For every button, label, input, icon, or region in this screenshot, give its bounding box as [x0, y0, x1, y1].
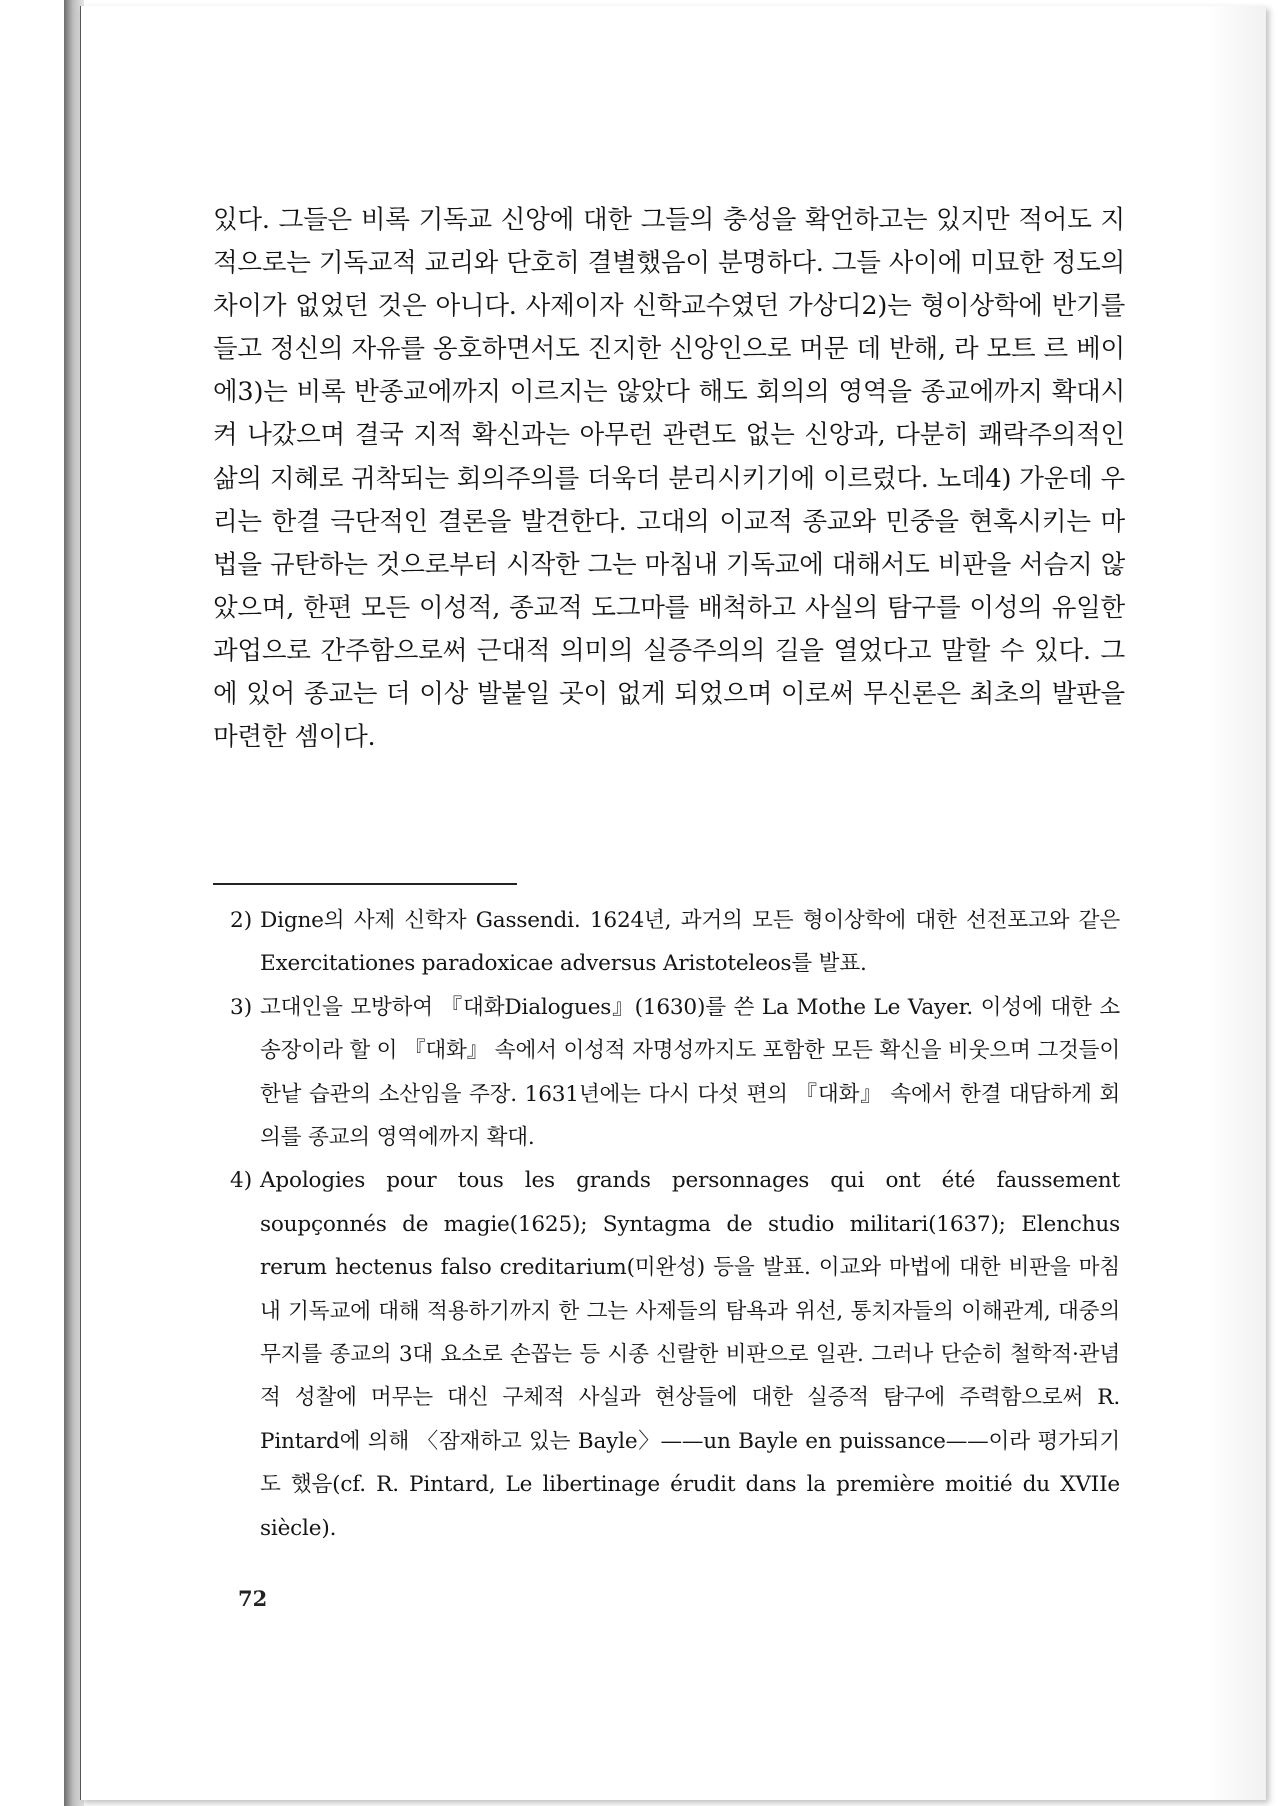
footnote-number: 3): [230, 994, 253, 1020]
main-text-block: [213, 199, 1125, 759]
body-paragraph: 있다. 그들은 비록 기독교 신앙에 대한 그들의 충성을 확언하고는 있지만 적어도 지적으로는 기독교적 교리와 단호히 결별했음이 분명하다. 그들 사이에 미묘한 정도의 차이가 없었던 것은 아니다. 사제이자 신학교수였던 가상디2)는 형이상학에 반기를 들고 정신의 자유를 옹호하면서도 진지한 신앙인으로 머문 데 반해, 라 모트 르 베이에3)는 비록 반종교에까지 이르지는 않았다 해도 회의의 영역을 종교에까지 확대시켜 나갔으며 결국 지적 확신과는 아무런 관련도 없는 신앙과, 다분히 쾌락주의적인 삶의 지혜로 귀착되는 회의주의를 더욱더 분리시키기에 이르렀다. 노데4) 가운데 우리는 한결 극단적인 결론을 발견한다. 고대의 이교적 종교와 민중을 현혹시키는 마법을 규탄하는 것으로부터 시작한 그는 마침내 기독교에 대해서도 비판을 서슴지 않았으며, 한편 모든 이성적, 종교적 도그마를 배척하고 사실의 탐구를 이성의 유일한 과업으로 간주함으로써 근대적 의미의 실증주의의 길을 열었다고 말할 수 있다. 그에 있어 종교는 더 이상 발붙일 곳이 없게 되었으며 이로써 무신론은 최초의 발판을 마련한 셈이다.: [213, 205, 1125, 753]
page-shadow: [1206, 6, 1266, 1800]
footnote-text: Apologies pour tous les grands personnages qui ont été faussement soupçonnés de magie(1625); Syntagma de studio militari(1637); Elenchus rerum hectenus falso creditarium(미완성) 등을 발표. 이교와 마법에 대한 비판을 마침내 기독교에 대해 적용하기까지 한 그는 사제들의 탐욕과 위선, 통치자들의 이해관계, 대중의 무지를 종교의 3대 요소로 손꼽는 등 시종 신랄한 비판으로 일관. 그러나 단순히 철학적·관념적 성찰에 머무는 대신 구체적 사실과 현상들에 대한 실증적 탐구에 주력함으로써 R. Pintard에 의해 〈잠재하고 있는 Bayle〉——un Bayle en puissance——이라 평가되기도 했음(cf. R. Pintard, Le libertinage érudit dans la première moitié du XVIIe siècle).: [260, 1168, 1120, 1541]
footnotes: [230, 899, 1120, 1550]
footnote-3: [230, 986, 1120, 1160]
footnote-number: 2): [230, 908, 253, 933]
footnote-separator: [213, 883, 517, 885]
footnote-number: 4): [230, 1168, 253, 1194]
footnote-4: [230, 1159, 1120, 1550]
footnote-2: [230, 899, 1120, 986]
page-number: 72: [238, 1586, 268, 1611]
footnote-text: 고대인을 모방하여 『대화Dialogues』(1630)를 쓴 La Mothe Le Vayer. 이성에 대한 소송장이라 할 이 『대화』 속에서 이성적 자명성까지도 포함한 모든 확신을 비웃으며 그것들이 한낱 습관의 소산임을 주장. 1631년에는 다시 다섯 편의 『대화』 속에서 한결 대담하게 회의를 종교의 영역에까지 확대.: [260, 994, 1120, 1151]
footnote-text: Digne의 사제 신학자 Gassendi. 1624년, 과거의 모든 형이상학에 대한 선전포고와 같은 Exercitationes paradoxicae adversus Aristoteleos를 발표.: [260, 908, 1120, 977]
